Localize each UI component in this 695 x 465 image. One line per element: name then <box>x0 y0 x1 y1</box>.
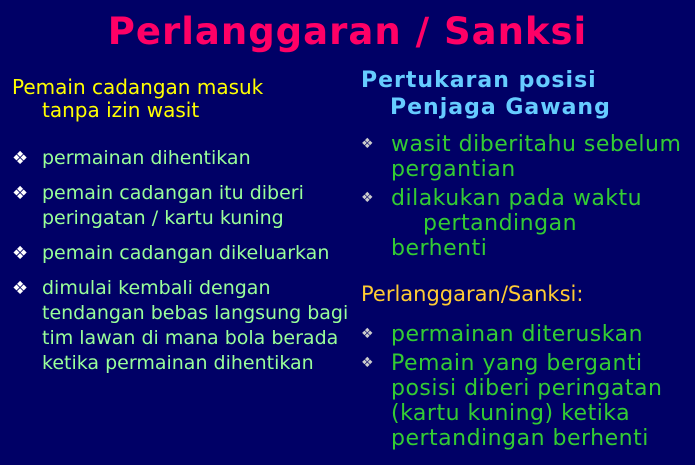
left-heading <box>12 76 263 122</box>
list-item <box>12 241 352 266</box>
list-item-text: Pemain yang berganti posisi diberi peringatan (kartu kuning) ketika pertandingan berhenti <box>391 351 663 451</box>
slide-title: Perlanggaran / Sanksi <box>107 10 588 53</box>
list-item-text: dimulai kembali dengan tendangan bebas langsung bagi tim lawan di mana bola berada ketika permainan dihentikan <box>42 277 349 374</box>
right-heading-line2: Penjaga Gawang <box>390 95 611 120</box>
diamond-bullet-icon: ❖ <box>12 243 29 264</box>
diamond-bullet-icon: ❖ <box>361 326 375 342</box>
list-item <box>12 146 352 171</box>
list-item <box>361 186 691 261</box>
right-heading <box>361 67 611 121</box>
list-item-text: pemain cadangan dikeluarkan <box>42 242 330 264</box>
left-heading-line2: tanpa izin wasit <box>42 98 200 122</box>
list-item <box>12 276 352 376</box>
right-heading-line1: Pertukaran posisi <box>361 68 597 93</box>
diamond-bullet-icon: ❖ <box>12 278 29 299</box>
list-item <box>12 181 352 231</box>
list-item <box>361 351 691 451</box>
list-item-text-line1: dilakukan pada waktu <box>391 186 643 211</box>
list-item <box>361 322 691 347</box>
sanction-subheading: Perlanggaran/Sanksi: <box>361 282 584 306</box>
list-item-text: pemain cadangan itu diberi peringatan / kartu kuning <box>42 182 304 229</box>
list-item <box>361 132 691 182</box>
diamond-bullet-icon: ❖ <box>361 190 375 206</box>
diamond-bullet-icon: ❖ <box>12 183 29 204</box>
diamond-bullet-icon: ❖ <box>12 148 29 169</box>
list-item-text-line2: pertandingan <box>423 211 578 236</box>
left-bullet-list <box>12 146 352 386</box>
list-item-text-line3: berhenti <box>391 236 488 261</box>
diamond-bullet-icon: ❖ <box>361 136 375 152</box>
list-item-text: wasit diberitahu sebelum pergantian <box>391 132 682 182</box>
list-item-text: permainan diteruskan <box>391 322 644 347</box>
right-bullet-list <box>361 132 691 265</box>
sanction-bullet-list <box>361 322 691 455</box>
list-item-text: permainan dihentikan <box>42 147 251 169</box>
diamond-bullet-icon: ❖ <box>361 355 375 371</box>
left-heading-line1: Pemain cadangan masuk <box>12 75 264 99</box>
